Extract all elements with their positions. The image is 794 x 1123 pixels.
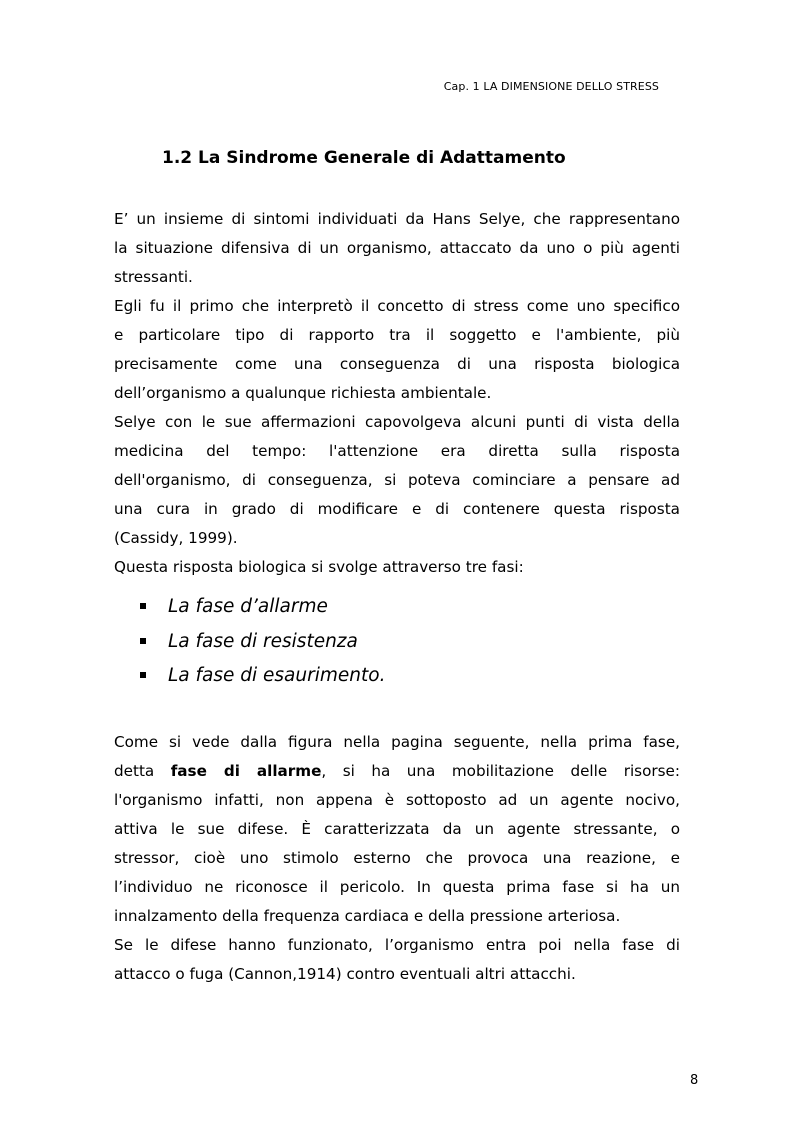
text-line: (Cassidy, 1999). [114, 529, 238, 547]
text-line: l’individuo ne riconosce il pericolo. In questa prima fase si ha un [114, 877, 680, 896]
phase-label: La fase di resistenza [168, 630, 358, 652]
text-line [114, 757, 680, 786]
text-line: E’ un insieme di sintomi individuati da Hans Selye, che rappresentano [114, 210, 680, 228]
page-number: 8 [690, 1073, 699, 1088]
text-line: attacco o fuga (Cannon,1914) contro eventuali altri attacchi. [114, 964, 576, 983]
text-fragment: detta [114, 761, 171, 780]
phase-item-alarm [114, 590, 680, 625]
text-line: innalzamento della frequenza cardiaca e della pressione arteriosa. [114, 906, 621, 925]
phase-label: La fase di esaurimento. [168, 665, 386, 686]
bold-term-alarm-phase: fase di allarme [170, 761, 322, 780]
text-line: precisamente come una conseguenza di una risposta biologica [114, 355, 680, 373]
text-line: l'organismo infatti, non appena è sottoposto ad un agente nocivo, [114, 790, 680, 809]
text-line: e particolare tipo di rapporto tra il soggetto e l'ambiente, più [114, 326, 680, 344]
paragraph-medicine [114, 408, 680, 553]
body-text [114, 205, 680, 989]
text-line: stressor, cioè uno stimolo esterno che provoca una reazione, e [114, 848, 680, 867]
phase-label: La fase d’allarme [168, 596, 328, 617]
running-head: Cap. 1 LA DIMENSIONE DELLO STRESS [443, 80, 659, 93]
square-bullet-icon [140, 603, 146, 609]
text-line: Selye con le sue affermazioni capovolgeva alcuni punti di vista della [114, 413, 680, 431]
paragraph-definition [114, 205, 680, 292]
paragraph-phases-intro: Questa risposta biologica si svolge attraverso tre fasi: [114, 558, 524, 576]
square-bullet-icon [140, 672, 146, 678]
text-line: dell’organismo a qualunque richiesta ambientale. [114, 384, 492, 402]
text-line: Se le difese hanno funzionato, l’organismo entra poi nella fase di [114, 935, 680, 954]
text-line: la situazione difensiva di un organismo, attaccato da uno o più agenti [114, 239, 680, 257]
phase-item-resistance [114, 625, 680, 660]
paragraph-gap [114, 694, 680, 728]
paragraph-selye-interpretation [114, 292, 680, 408]
phase-item-exhaustion [114, 659, 680, 694]
text-line: una cura in grado di modificare e di contenere questa risposta [114, 500, 680, 518]
paragraph-fight-or-flight [114, 931, 680, 989]
text-fragment: , si ha una mobilitazione delle risorse: [321, 761, 681, 780]
text-line: attiva le sue difese. È caratterizzata da un agente stressante, o [114, 819, 680, 838]
square-bullet-icon [140, 638, 146, 644]
text-line: Egli fu il primo che interpretò il concetto di stress come uno specifico [114, 297, 680, 315]
text-line: Come si vede dalla figura nella pagina seguente, nella prima fase, [114, 732, 680, 751]
paragraph-alarm-phase [114, 728, 680, 931]
text-line: stressanti. [114, 268, 193, 286]
section-title: 1.2 La Sindrome Generale di Adattamento [162, 148, 566, 168]
text-line: dell'organismo, di conseguenza, si poteva cominciare a pensare ad [114, 471, 680, 489]
phases-list [114, 590, 680, 694]
text-line: medicina del tempo: l'attenzione era diretta sulla risposta [114, 442, 680, 460]
